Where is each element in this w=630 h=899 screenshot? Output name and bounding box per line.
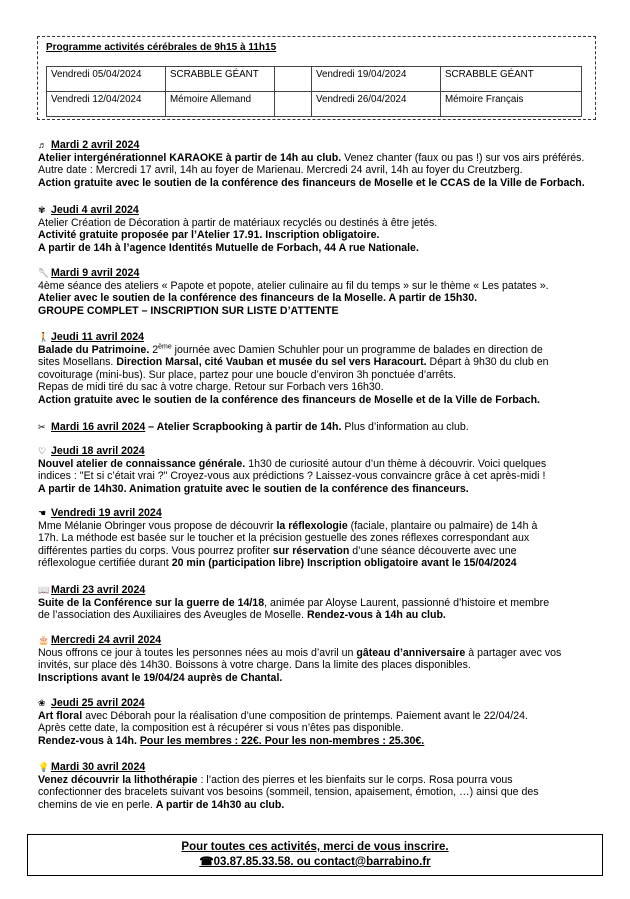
event-text: sur réservation: [272, 544, 350, 557]
phone-icon: ☎: [199, 856, 214, 868]
event-text: Balade du Patrimoine.: [38, 343, 150, 356]
contact-footer: [27, 834, 603, 876]
event-date: Jeudi 18 avril 2024: [51, 445, 145, 457]
flower-icon: ❀: [38, 698, 46, 708]
programme-title: Programme activités cérébrales de 9h15 à 11h15: [46, 42, 277, 53]
event-text: réflexologue certifiée durant: [38, 557, 172, 570]
event-text: Rendez-vous à 14h.: [38, 734, 140, 747]
event-text: invités, sur place dès 14h30. Boissons à votre charge. Dans la limite des places disponibles.: [38, 659, 471, 672]
event-text: Inscriptions avant le 19/04/24 auprès de Chantal.: [38, 671, 283, 684]
event-papote: [38, 267, 610, 317]
event-text: de l’association des Auxiliaires des Aveugles de Moselle.: [38, 609, 307, 622]
event-text: avec Déborah pour la réalisation d’une composition de printemps. Paiement avant le 22/04/24.: [82, 709, 528, 722]
event-date: Mardi 16 avril 2024: [51, 421, 146, 433]
spoon-icon: 🥄: [38, 268, 50, 278]
event-text: Autre date : Mercredi 17 avril, 14h au foyer de Marienau. Mercredi 24 avril, 14h au foyer du Creutzberg.: [38, 164, 523, 177]
event-text: Atelier avec le soutien de la conférence des financeurs de la Moselle. A partir de 15h30.: [38, 292, 478, 305]
table-cell: Vendredi 05/04/2024: [47, 67, 166, 92]
event-text: différentes parties du corps. Vous pourrez profiter: [38, 544, 273, 557]
event-date: Jeudi 4 avril 2024: [51, 204, 139, 216]
event-text: Activité gratuite proposée par l’Atelier 17.91. Inscription obligatoire.: [38, 229, 380, 242]
event-date: Mardi 9 avril 2024: [51, 267, 140, 279]
event-text: Pour les membres : 22€. Pour les non-membres : 25.30€.: [139, 734, 425, 747]
event-culture-generale: [38, 445, 610, 495]
event-text: Rendez-vous à 14h au club.: [306, 609, 446, 622]
event-text: Atelier intergénérationnel KARAOKE à partir de 14h au club.: [38, 151, 342, 164]
table-cell: Vendredi 19/04/2024: [312, 67, 441, 92]
plant-icon: ✾: [38, 205, 46, 215]
event-text: 20 min (participation libre) Inscription obligatoire avant le 15/04/2024: [171, 557, 517, 570]
event-text: Après cette date, la composition est à récupérer si vous n’êtes pas disponible.: [38, 722, 404, 735]
programme-box: [37, 36, 596, 120]
walker-icon: 🚶: [38, 332, 50, 342]
event-text: gâteau d’anniversaire: [356, 646, 466, 659]
event-text: chemins de vie en perle.: [38, 798, 156, 811]
event-text: indices : "Et si c’était vrai ?" Croyez-vous aux prédictions ? Laissez-vous convaincre grâce à cet après-midi !: [38, 470, 546, 483]
contact-info[interactable]: 03.87.85.33.58. ou contact@barrabino.fr: [213, 856, 431, 868]
event-text: Suite de la Conférence sur la guerre de 14/18: [38, 596, 265, 609]
table-cell: [275, 92, 312, 117]
event-text: Mme Mélanie Obringer vous propose de découvrir: [38, 519, 277, 532]
table-cell: Mémoire Français: [441, 92, 582, 117]
lightbulb-icon: 💡: [38, 762, 50, 772]
event-text: Direction Marsal, cité Vauban et musée du sel vers Haracourt.: [116, 356, 427, 369]
event-karaoke: [38, 139, 610, 189]
event-date: Vendredi 19 avril 2024: [51, 507, 162, 519]
brain-icon: ♡: [38, 446, 47, 456]
table-row: [47, 67, 582, 92]
event-text: A partir de 14h30 au club.: [155, 798, 285, 811]
event-text: Venez découvrir la lithothérapie: [38, 773, 198, 786]
event-text: Venez chanter (faux ou pas !) sur vos airs préférés.: [341, 151, 585, 164]
event-reflexologie: [38, 507, 610, 570]
event-art-floral: [38, 697, 610, 747]
event-anniversaire: [38, 634, 610, 684]
event-text: : l’action des pierres et les bienfaits sur le corps. Rosa pourra vous: [197, 773, 513, 786]
music-note-icon: ♬: [38, 140, 47, 150]
event-conference: [38, 584, 610, 622]
event-text: Nouvel atelier de connaissance générale.: [38, 457, 246, 470]
event-text: A partir de 14h30. Animation gratuite avec le soutien de la conférence des financeurs.: [38, 482, 469, 495]
event-text: journée avec Damien Schuhler pour un programme de balades en direction de: [171, 343, 543, 356]
event-text: Action gratuite avec le soutien de la conférence des financeurs de Moselle et le CCAS de la Ville de Forbach.: [38, 176, 585, 189]
event-text: Art floral: [38, 709, 83, 722]
event-text: 4ème séance des ateliers « Papote et popote, atelier culinaire au fil du temps » sur le thème « Les patates ».: [38, 279, 549, 292]
event-text: , animée par Aloyse Laurent, passionné d’histoire et membre: [264, 596, 550, 609]
event-text: – Atelier Scrapbooking à partir de 14h.: [145, 421, 342, 433]
table-cell: Vendredi 26/04/2024: [312, 92, 441, 117]
hand-icon: ☚: [38, 508, 47, 518]
event-date: Mercredi 24 avril 2024: [51, 634, 162, 646]
event-date: Mardi 30 avril 2024: [51, 761, 146, 773]
event-text: à partager avec vos: [465, 646, 562, 659]
table-cell: SCRABBLE GÉANT: [166, 67, 275, 92]
event-text: sites Mosellans.: [38, 356, 117, 369]
table-row: [47, 92, 582, 117]
event-text: Plus d’information au club.: [341, 421, 469, 433]
event-text: covoiturage (mini-bus). Sur place, partez pour une boucle d’environ 3h ponctuée d’arrêts.: [38, 368, 457, 381]
event-decoration: [38, 204, 610, 254]
event-text: A partir de 14h à l’agence Identités Mutuelle de Forbach, 44 A rue Nationale.: [38, 241, 419, 254]
cake-icon: 🎂: [38, 635, 50, 645]
event-date: Mardi 23 avril 2024: [51, 584, 146, 596]
event-text: d’une séance découverte avec une: [349, 544, 517, 557]
event-text: 1h30 de curiosité autour d’un thème à découvrir. Voici quelques: [245, 457, 547, 470]
event-scrapbooking: [38, 421, 610, 434]
event-date: Jeudi 11 avril 2024: [51, 331, 145, 343]
event-text: Nous offrons ce jour à toutes les personnes nées au mois d’avril un: [38, 646, 357, 659]
event-text: (faciale, plantaire ou palmaire) de 14h à: [347, 519, 538, 532]
event-text: Repas de midi tiré du sac à votre charge. Retour sur Forbach vers 16h30.: [38, 381, 384, 394]
event-text: 17h. La méthode est basée sur le toucher et la précision gestuelle des zones réflexes correspondant aux: [38, 532, 530, 545]
event-date: Mardi 2 avril 2024: [51, 139, 140, 151]
event-balade: [38, 331, 610, 407]
table-cell: SCRABBLE GÉANT: [441, 67, 582, 92]
table-cell: Mémoire Allemand: [166, 92, 275, 117]
event-text: Action gratuite avec le soutien de la conférence des financeurs de Moselle et de la Ville de Forbach.: [38, 393, 540, 406]
event-lithotherapie: [38, 761, 610, 811]
event-date: Jeudi 25 avril 2024: [51, 697, 145, 709]
scissors-icon: ✂: [38, 422, 46, 432]
event-text: ème: [158, 343, 172, 351]
event-text: Atelier Création de Décoration à partir de matériaux recyclés ou destinés à être jetés.: [38, 216, 438, 229]
event-text: 2: [149, 343, 159, 356]
footer-line: Pour toutes ces activités, merci de vous inscrire.: [181, 841, 449, 853]
event-text: Départ à 9h30 du club en: [426, 356, 549, 369]
table-cell: [275, 67, 312, 92]
event-text: confectionner des bracelets suivant vos besoins (sommeil, tension, apaisement, émotion, …) ainsi que des: [38, 786, 539, 799]
book-icon: 📖: [38, 585, 50, 595]
table-cell: Vendredi 12/04/2024: [47, 92, 166, 117]
event-text: GROUPE COMPLET – INSCRIPTION SUR LISTE D’ATTENTE: [38, 304, 339, 317]
event-text: la réflexologie: [276, 519, 348, 532]
programme-table: [46, 66, 582, 117]
